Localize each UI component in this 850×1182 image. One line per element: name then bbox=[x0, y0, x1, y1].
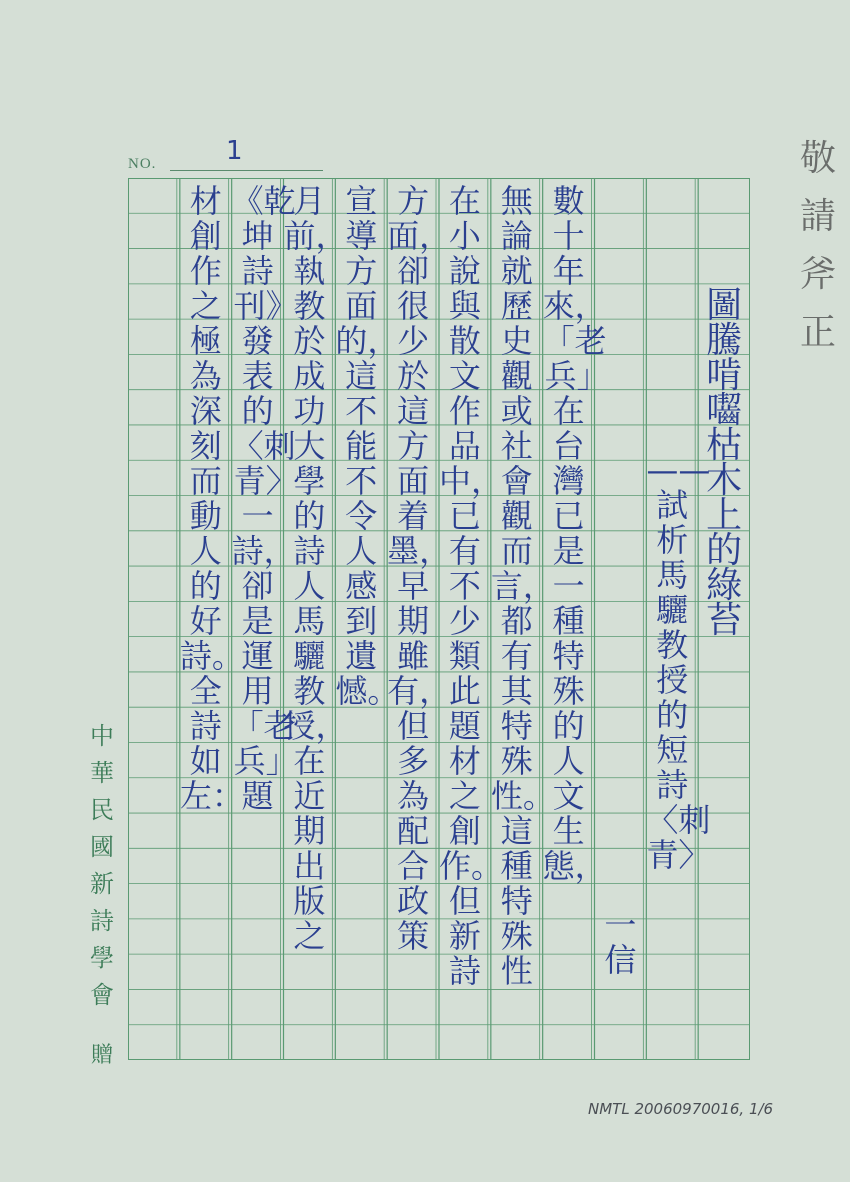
text-column-body: 《乾坤詩刊》發表的〈刺青〉一詩，卻是運用「老兵」題 bbox=[231, 182, 296, 815]
archive-reference: NMTL 20060970016, 1/6 bbox=[588, 1100, 774, 1118]
text-column-body: 材創作之極為深刻而動人的好詩。全詩如左： bbox=[179, 182, 244, 815]
text-column-body: 方面，卻很少於這方面着墨，早期雖有，但多為配合政策 bbox=[387, 182, 452, 955]
text-column-title: 圖騰啃囓枯木上的綠苔 bbox=[706, 285, 743, 641]
text-column-body: 數十年來，「老兵」在台灣已是一種特殊的人文生態， bbox=[542, 182, 607, 885]
society-label-text: 中華民國新詩學會 bbox=[90, 722, 114, 1009]
page-number: 1 bbox=[226, 136, 243, 166]
margin-note bbox=[796, 130, 840, 362]
text-column-body: 月前，執教於成功大學的詩人馬驪教授，在近期出版之 bbox=[283, 182, 348, 955]
society-label bbox=[86, 718, 118, 1014]
gift-label: 贈 bbox=[90, 1043, 113, 1068]
text-column-author: 一信 bbox=[604, 906, 637, 979]
margin-note-text: 敬請斧正 bbox=[799, 138, 836, 353]
text-column-subtitle: ——試析馬驪教授的短詩〈刺青〉 bbox=[646, 451, 711, 874]
text-column-body: 無論就歷史觀或社會觀而言，都有其特殊性。這種特殊性 bbox=[490, 182, 555, 990]
text-column-body: 宣導方面的，這不能不令人感到遺憾。 bbox=[335, 182, 400, 710]
no-underline bbox=[170, 170, 323, 171]
no-label: NO. bbox=[128, 156, 157, 172]
text-column-body: 在小說與散文作品中，已有不少類此題材之創作。但新詩 bbox=[439, 182, 504, 990]
